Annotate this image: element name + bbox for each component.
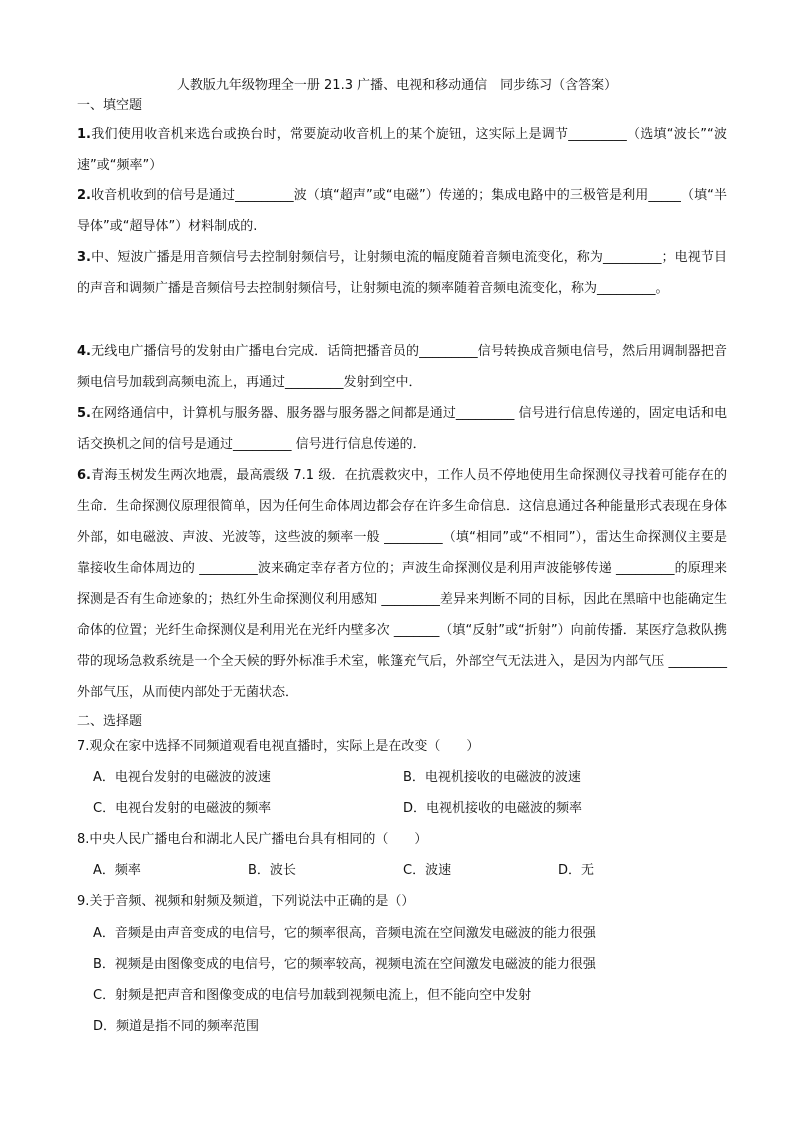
section-heading-fill-blank: 一、填空题 (77, 98, 143, 113)
question-9-option-d: D．频道是指不同的频率范围 (93, 1019, 260, 1034)
question-text: 青海玉树发生两次地震，最高震级 7.1 级．在抗震救灾中，工作人员不停地使用生命探测仪寻找着可能存在的生命．生命探测仪原理很简单，因为任何生命体周边都会存在许多生命信息．这信息通过各种能量形式表现在身体外部，如电磁波、声波、光波等，这些波的频率一般 _________（填“相同”或“不相同”），雷达生命探测仪主要是靠接收生命体周边的 _________波来确定幸存者方位的；声波生命探测仪是利用声波能够传递 _________的原理来探测是否有生命迹象的；热红外生命探测仪利用感知 _________差异来判断不同的目标，因此在黑暗中也能确定生命体的位置；光纤生命探测仪是利用光在光纤内壁多次 _______（填“反射”或“折射”）向前传播．某医疗急救队携带的现场急救系统是一个全天候的野外标准手术室，帐篷充气后，外部空气无法进入，是因为内部气压 _________外部气压，从而使内部处于无菌状态． (77, 468, 728, 700)
question-number: 4. (77, 344, 91, 359)
document-title: 人教版九年级物理全一册 21.3 广播、电视和移动通信 同步练习（含答案） (176, 78, 618, 93)
question-7-option-d: D．电视机接收的电磁波的频率 (403, 801, 583, 816)
question-7-stem: 7.观众在家中选择不同频道观看电视直播时，实际上是在改变（ ） (77, 739, 480, 754)
question-5 (77, 398, 727, 460)
question-number: 2. (77, 188, 91, 203)
question-8-option-c: C．波速 (403, 863, 452, 878)
question-8-option-d: D．无 (558, 863, 595, 878)
question-8-option-b: B．波长 (248, 863, 296, 878)
question-7-option-b: B．电视机接收的电磁波的波速 (403, 770, 581, 785)
question-7-option-a: A．电视台发射的电磁波的波速 (93, 770, 271, 785)
question-number: 3. (77, 250, 91, 265)
question-1 (77, 119, 727, 181)
question-9-stem: 9.关于音频、视频和射频及频道，下列说法中正确的是（） (77, 894, 415, 909)
question-text: 中、短波广播是用音频信号去控制射频信号，让射频电流的幅度随着音频电流变化，称为_________；电视节目的声音和调频广播是音频信号去控制射频信号，让射频电流的频率随着音频电流变化，称为_________。 (77, 250, 727, 296)
question-9-option-a: A．音频是由声音变成的电信号，它的频率很高，音频电流在空间激发电磁波的能力很强 (93, 926, 596, 941)
question-8-option-a: A．频率 (93, 863, 141, 878)
question-4 (77, 336, 727, 398)
question-9-option-b: B．视频是由图像变成的电信号，它的频率较高，视频电流在空间激发电磁波的能力很强 (93, 957, 596, 972)
question-text: 无线电广播信号的发射由广播电台完成．话筒把播音员的_________信号转换成音频电信号，然后用调制器把音频电信号加载到高频电流上，再通过_________发射到空中． (77, 344, 727, 390)
question-number: 1. (77, 127, 91, 142)
question-6 (77, 460, 727, 708)
question-number: 6. (77, 468, 91, 483)
question-2 (77, 180, 727, 242)
question-text: 在网络通信中，计算机与服务器、服务器与服务器之间都是通过_________ 信号进行信息传递的，固定电话和电话交换机之间的信号是通过_________ 信号进行信息传递的． (77, 406, 727, 452)
question-number: 5. (77, 406, 91, 421)
question-3 (77, 242, 727, 304)
question-text: 收音机收到的信号是通过_________波（填“超声”或“电磁”）传递的；集成电路中的三极管是利用_____（填“半导体”或“超导体”）材料制成的. (77, 188, 727, 234)
question-9-option-c: C．射频是把声音和图像变成的电信号加载到视频电流上，但不能向空中发射 (93, 988, 532, 1003)
question-text: 我们使用收音机来选台或换台时，常要旋动收音机上的某个旋钮，这实际上是调节_________（选填“波长”“波 速”或“频率”） (77, 127, 727, 173)
question-8-stem: 8.中央人民广播电台和湖北人民广播电台具有相同的（ ） (77, 832, 428, 847)
section-heading-multiple-choice: 二、选择题 (77, 714, 143, 729)
question-7-option-c: C．电视台发射的电磁波的频率 (93, 801, 272, 816)
